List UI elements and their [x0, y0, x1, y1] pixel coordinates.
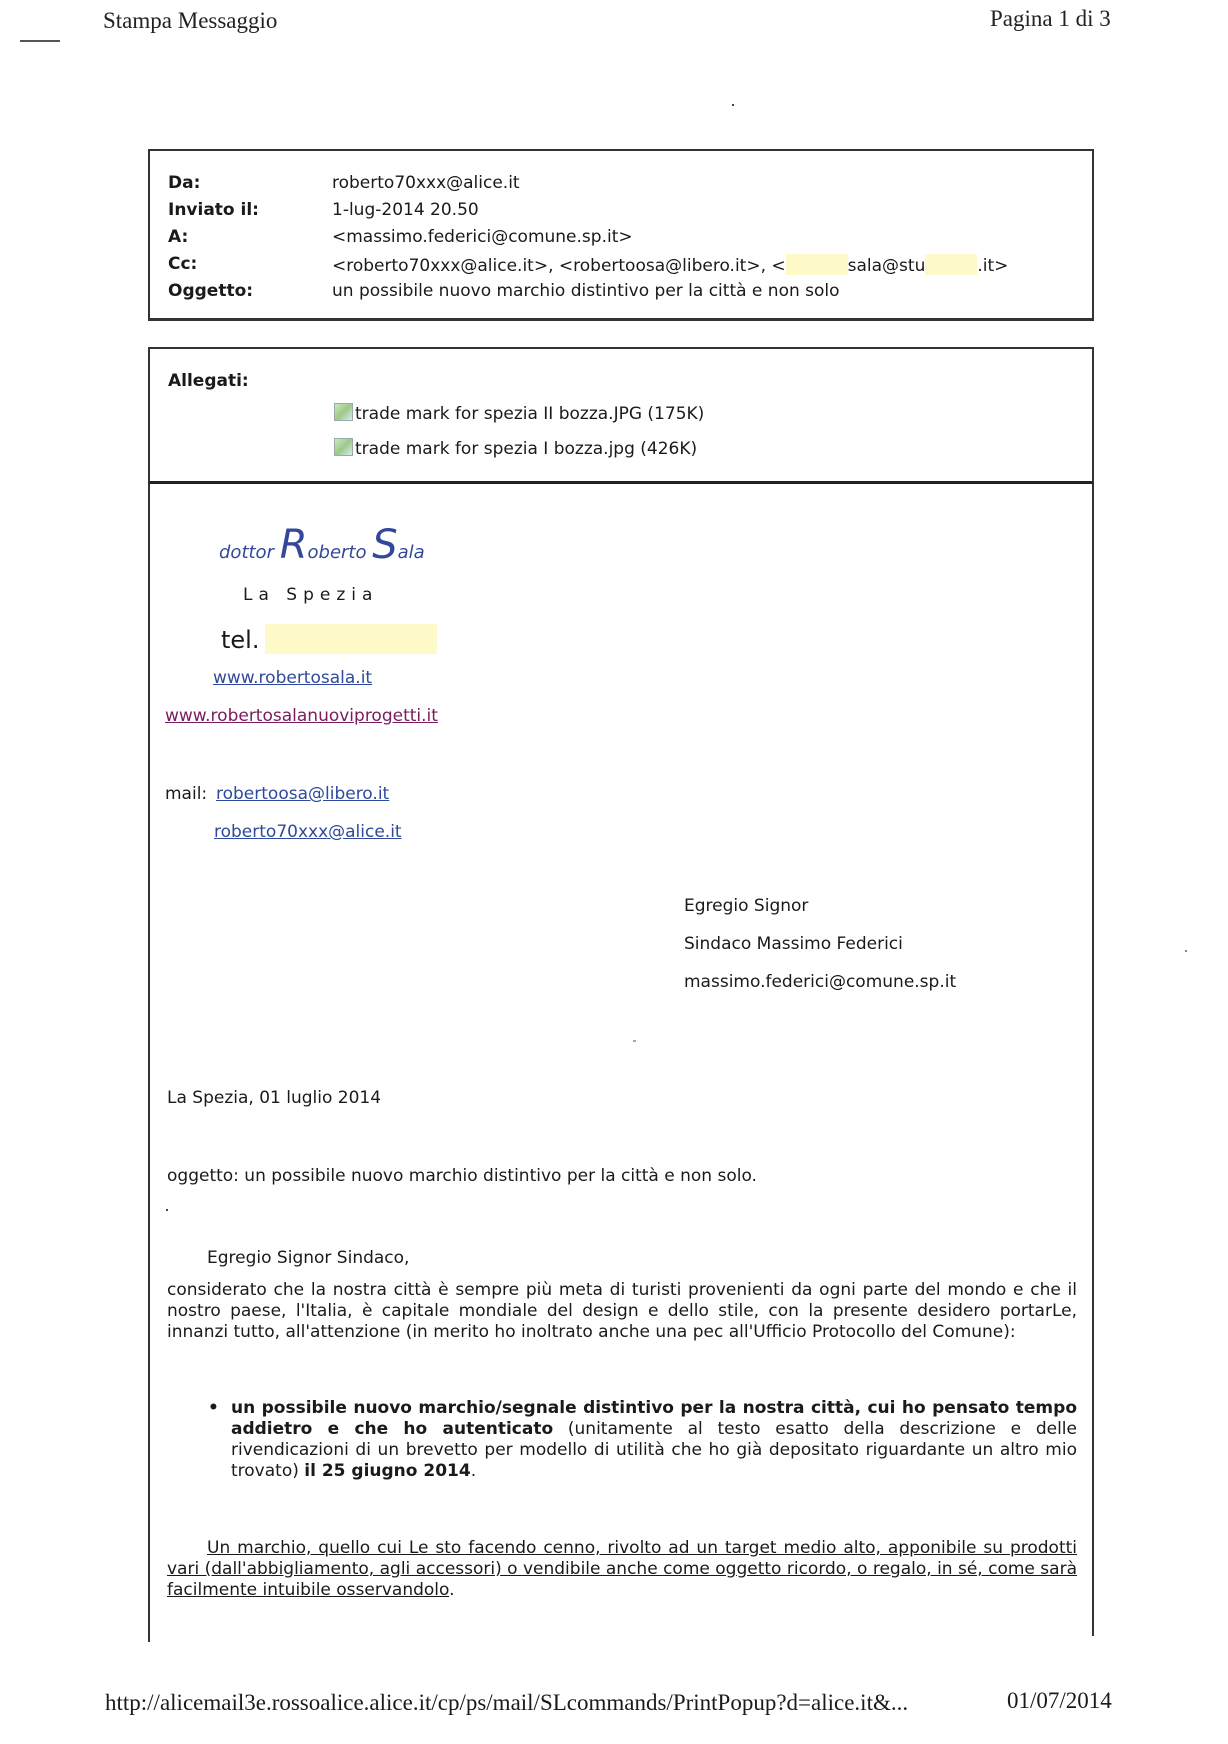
- cc-text-1: <roberto70xxx@alice.it>, <robertoosa@libero.it>, <: [332, 256, 786, 276]
- print-header-title: Stampa Messaggio: [103, 8, 278, 33]
- cc-label: Cc:: [168, 254, 198, 274]
- redaction-highlight: [925, 254, 977, 275]
- redaction-highlight: [265, 624, 437, 654]
- message-header-box: [148, 149, 1094, 321]
- attachments-label: Allegati:: [168, 371, 249, 391]
- print-page-number: Pagina 1 di 3: [990, 6, 1111, 31]
- from-label: Da:: [168, 173, 201, 193]
- letter-subject: oggetto: un possibile nuovo marchio distintivo per la città e non solo.: [167, 1166, 757, 1186]
- cc-text-3: .it>: [977, 256, 1009, 276]
- attachments-box: [148, 347, 1094, 484]
- place-date: La Spezia, 01 luglio 2014: [167, 1088, 382, 1108]
- website-link[interactable]: www.robertosala.it: [213, 668, 373, 688]
- bullet-dot: •: [208, 1398, 219, 1418]
- phone-label: tel.: [221, 626, 260, 654]
- signature-initial: R: [279, 522, 308, 568]
- scan-speck: [633, 1040, 636, 1042]
- signature-name: [219, 522, 425, 568]
- print-footer-url: http://alicemail3e.rossoalice.alice.it/cp/ps/mail/SLcommands/PrintPopup?d=alice.it&...: [105, 1690, 909, 1715]
- sent-value: 1-lug-2014 20.50: [332, 200, 479, 220]
- image-file-icon: [334, 438, 353, 456]
- print-footer-date: 01/07/2014: [1007, 1688, 1112, 1713]
- bullet-text: [231, 1398, 1077, 1482]
- bullet-bold-text: un possibile nuovo marchio/segnale distintivo per la nostra città, cui ho pensato tempo addietro e che ho autenticato: [231, 1398, 1077, 1439]
- bullet-normal-text: (unitamente al testo esatto della descrizione e delle rivendicazioni di un brevetto per modello di utilità che ho già depositato riguardante un altro mio trovato): [231, 1419, 1077, 1481]
- body-frame-right: [1092, 484, 1094, 1636]
- recipient-line: Sindaco Massimo Federici: [684, 934, 903, 954]
- signature-last-name: ala: [397, 542, 425, 563]
- to-value: <massimo.federici@comune.sp.it>: [332, 227, 633, 247]
- subject-label: Oggetto:: [168, 281, 254, 301]
- signature-prefix: dottor: [219, 542, 280, 563]
- scan-speck: [166, 1209, 168, 1211]
- signature-first-name: oberto: [307, 542, 373, 563]
- attachment-name: trade mark for spezia I bozza.jpg (426K): [355, 439, 698, 459]
- signature-city: La Spezia: [243, 585, 379, 605]
- image-file-icon: [334, 403, 353, 421]
- attachment-item[interactable]: [334, 403, 704, 424]
- scan-speck: [732, 104, 734, 106]
- to-label: A:: [168, 227, 189, 247]
- scan-speck: [1185, 950, 1187, 952]
- cc-value: [332, 254, 1008, 276]
- sent-label: Inviato il:: [168, 200, 259, 220]
- attachment-item[interactable]: [334, 438, 697, 459]
- bullet-end: .: [470, 1461, 477, 1481]
- cc-text-2: sala@stu: [847, 256, 926, 276]
- underlined-text: Un marchio, quello cui Le sto facendo cenno, rivolto ad un target medio alto, apponibile su prodotti vari (dall'abbigliamento, agli accessori) o vendibile anche come oggetto ricordo, o regalo, in sé, come sarà facilmente intuibile osservandolo: [167, 1538, 1077, 1600]
- recipient-email: massimo.federici@comune.sp.it: [684, 972, 957, 992]
- salutation: Egregio Signor Sindaco,: [207, 1248, 410, 1268]
- subject-value: un possibile nuovo marchio distintivo per la città e non solo: [332, 281, 840, 301]
- scan-mark: [20, 40, 60, 42]
- website-link[interactable]: www.robertosalanuoviprogetti.it: [165, 706, 438, 726]
- paragraph: considerato che la nostra città è sempre più meta di turisti provenienti da ogni parte del mondo e che il nostro paese, l'Italia, è capitale mondiale del design e dello stile, con la presente desidero portarLe, innanzi tutto, all'attenzione (in merito ho inoltrato anche una pec all'Ufficio Protocollo del Comune):: [167, 1280, 1077, 1342]
- from-value: roberto70xxx@alice.it: [332, 173, 520, 193]
- attachment-name: trade mark for spezia II bozza.JPG (175K): [355, 404, 705, 424]
- recipient-line: Egregio Signor: [684, 896, 809, 916]
- redaction-highlight: [786, 254, 848, 275]
- email-link[interactable]: robertoosa@libero.it: [216, 784, 390, 804]
- mail-label: mail:: [165, 784, 208, 804]
- body-frame-left: [148, 484, 150, 1642]
- email-link[interactable]: roberto70xxx@alice.it: [214, 822, 402, 842]
- signature-initial: S: [372, 522, 398, 568]
- paragraph-end: .: [449, 1580, 455, 1600]
- signature-phone: [221, 624, 437, 654]
- bullet-bold-date: il 25 giugno 2014: [304, 1461, 471, 1481]
- paragraph: [167, 1538, 1077, 1601]
